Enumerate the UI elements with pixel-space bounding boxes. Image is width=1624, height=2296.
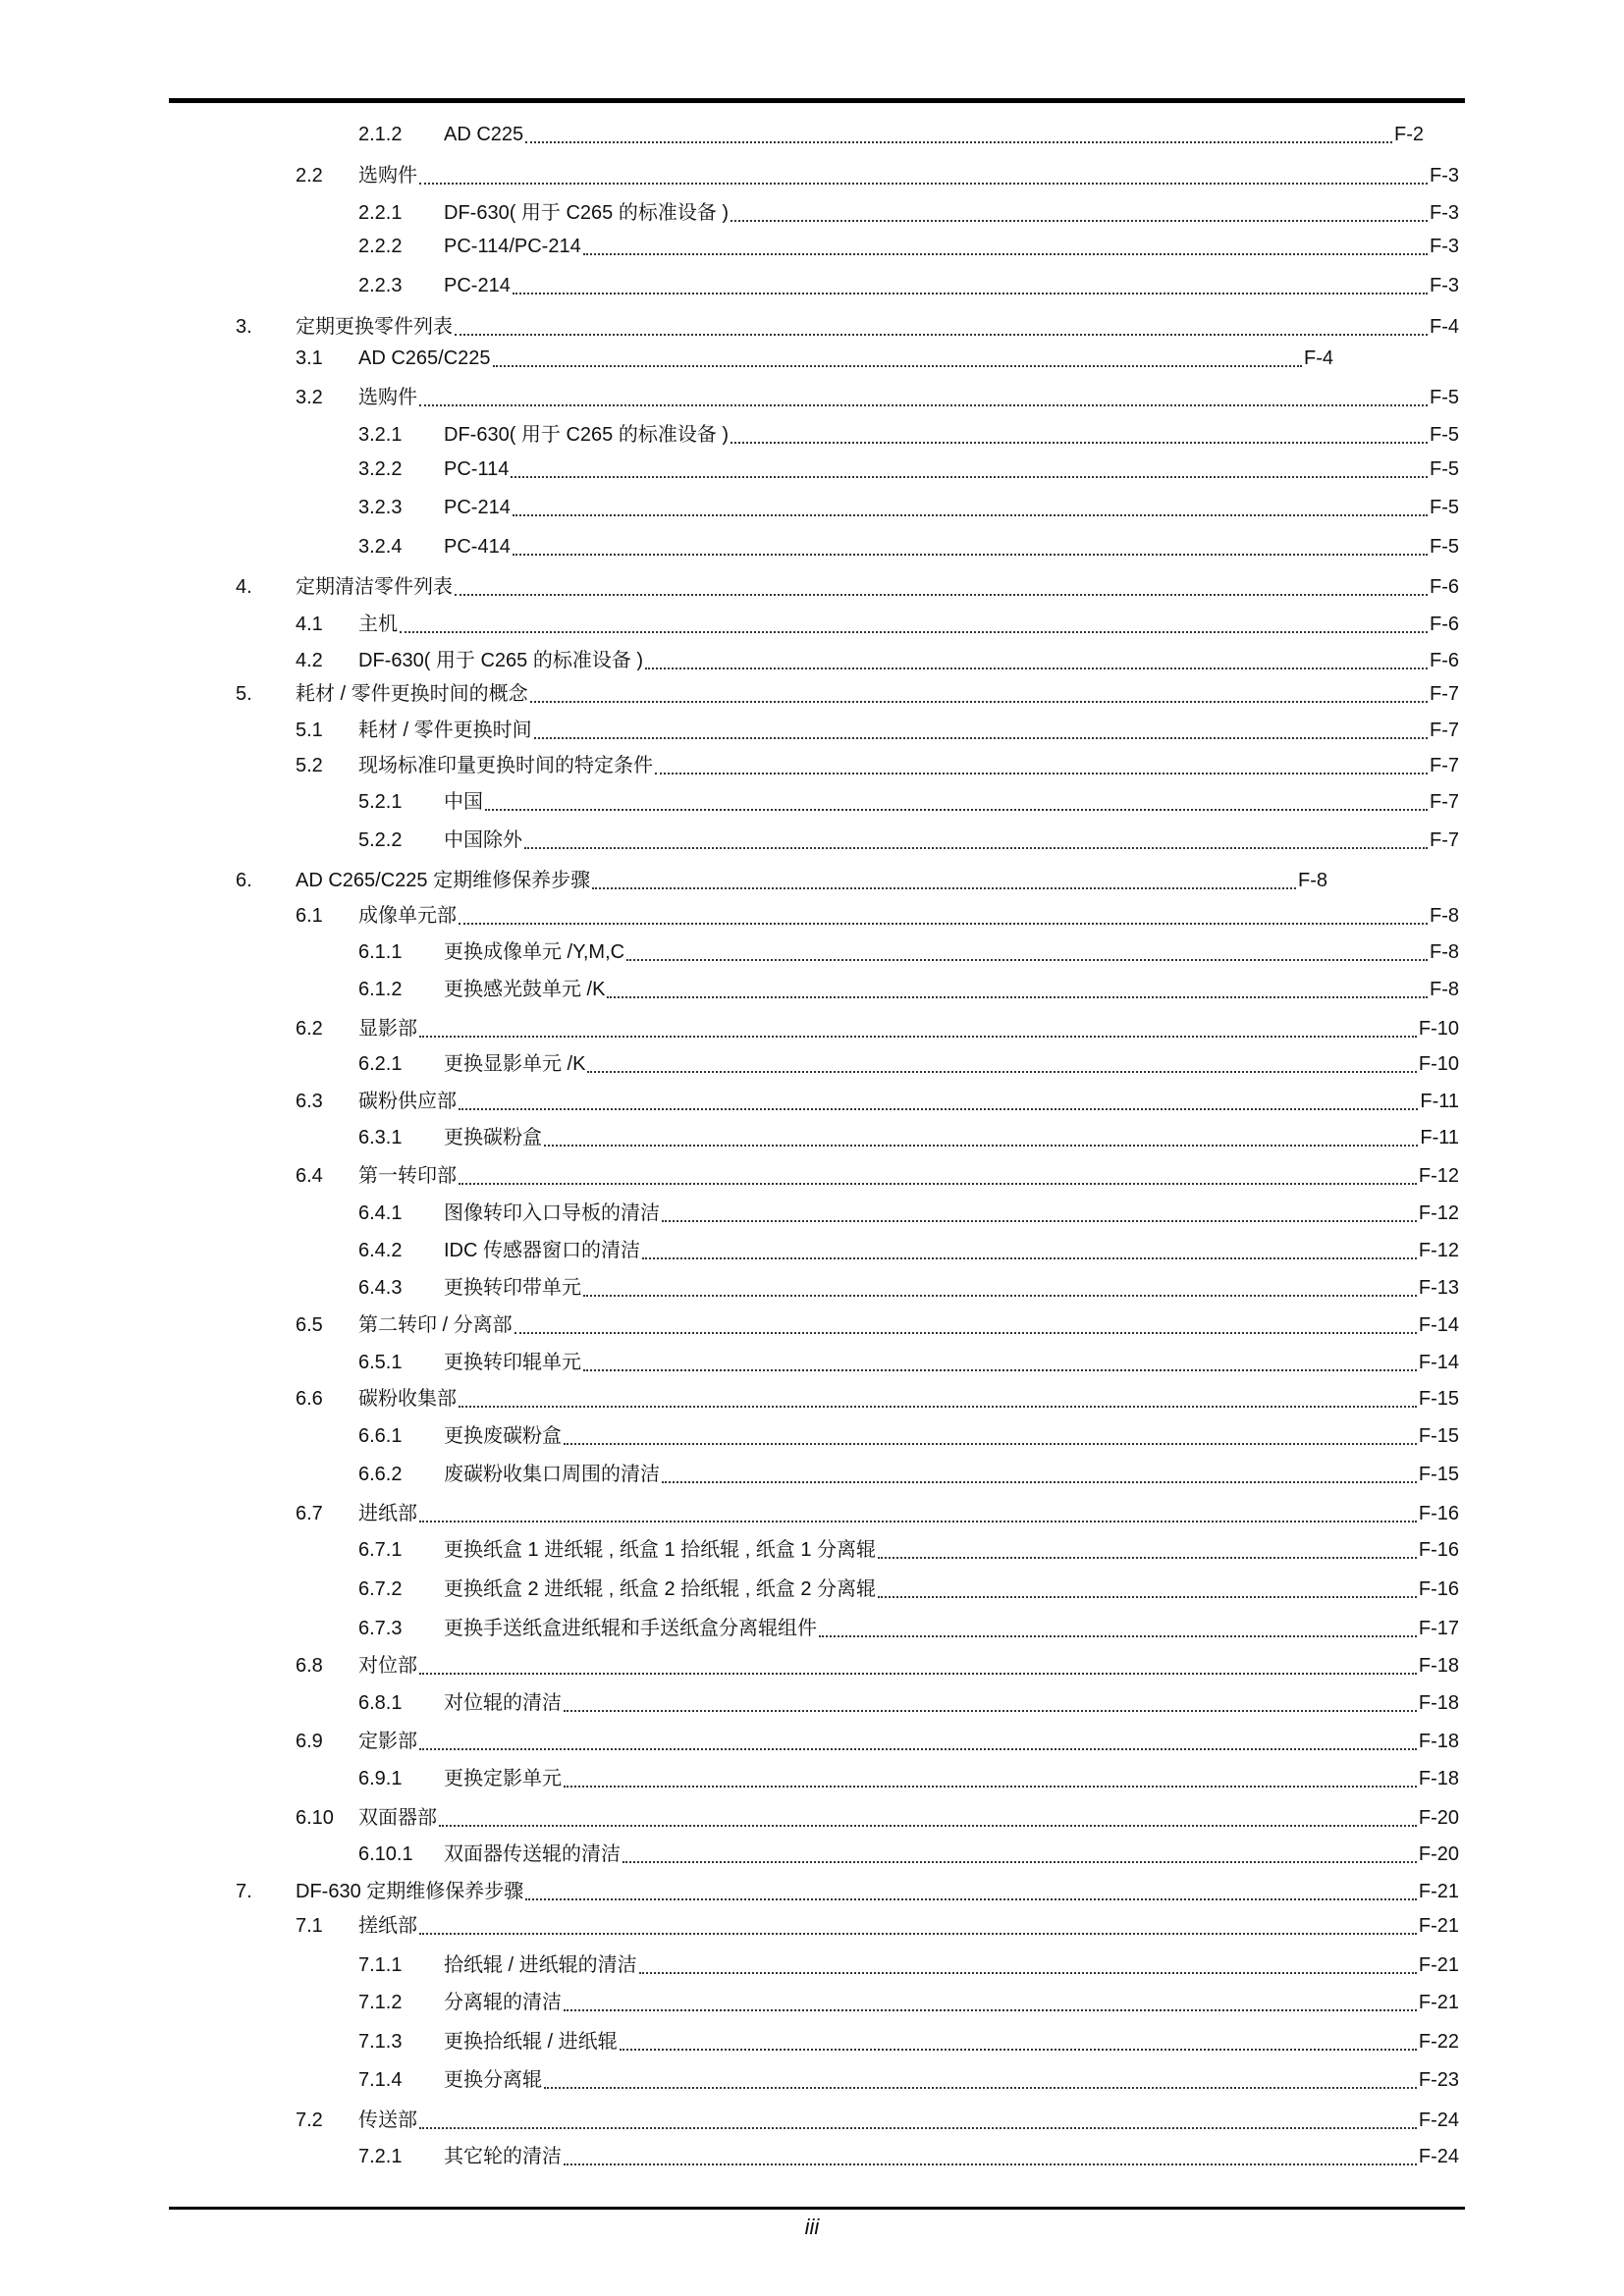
toc-entry-title: 定期清洁零件列表 (296, 576, 453, 598)
dot-leader (513, 293, 1428, 294)
toc-entry[interactable] (444, 1989, 1459, 2016)
toc-entry-title: 双面器传送辊的清洁 (444, 1843, 621, 1865)
toc-entry-number: 6.6.1 (358, 1425, 403, 1447)
toc-entry[interactable] (358, 1311, 1459, 1339)
toc-entry-page: F-23 (1418, 2069, 1459, 2091)
toc-entry[interactable] (444, 827, 1459, 854)
toc-entry-title: DF-630( 用于 C265 的标准设备 ) (444, 202, 730, 224)
toc-entry-title: PC-114 (444, 458, 510, 480)
toc-entry-title: 更换纸盒 1 进纸辊 , 纸盒 1 拾纸辊 , 纸盒 1 分离辊 (444, 1539, 877, 1561)
toc-entry[interactable] (444, 121, 1424, 148)
dot-leader (655, 773, 1428, 774)
toc-entry[interactable] (444, 1349, 1459, 1376)
toc-entry-number: 3. (236, 316, 252, 338)
toc-entry-page: F-4 (1430, 316, 1459, 338)
toc-entry-page: F-16 (1418, 1578, 1459, 1600)
dot-leader (564, 1786, 1417, 1788)
toc-entry-page: F-7 (1430, 829, 1459, 851)
toc-entry-title: IDC 传感器窗口的清洁 (444, 1240, 640, 1261)
toc-entry[interactable] (444, 272, 1459, 299)
toc-entry-number: 3.2.4 (358, 536, 403, 558)
toc-entry-number: 6.9.1 (358, 1768, 403, 1789)
toc-entry-title: 更换碳粉盒 (444, 1127, 542, 1148)
toc-entry-page: F-15 (1418, 1464, 1459, 1485)
toc-entry-title: 图像转印入口导板的清洁 (444, 1202, 660, 1224)
toc-entry-title: 碳粉供应部 (358, 1091, 457, 1112)
toc-entry-title: 对位辊的清洁 (444, 1692, 562, 1714)
toc-entry-title: PC-214 (444, 275, 511, 296)
toc-entry[interactable] (444, 2143, 1459, 2170)
dot-leader (564, 2009, 1417, 2011)
toc-entry-page: F-4 (1304, 347, 1333, 369)
dot-leader (878, 1596, 1417, 1598)
toc-entry-page: F-21 (1418, 1881, 1459, 1902)
dot-leader (544, 2087, 1417, 2089)
toc-entry-title: 双面器部 (358, 1807, 437, 1829)
toc-entry[interactable] (444, 1274, 1459, 1302)
toc-entry-number: 5.2.2 (358, 829, 403, 851)
toc-entry[interactable] (444, 938, 1459, 966)
dot-leader (731, 220, 1428, 222)
toc-entry-page: F-3 (1430, 165, 1459, 187)
toc-entry[interactable] (444, 199, 1459, 227)
toc-entry-title: 更换成像单元 /Y,M,C (444, 941, 625, 963)
toc-entry[interactable] (444, 1200, 1459, 1227)
toc-entry-title: 中国除外 (444, 829, 522, 851)
dot-leader (607, 996, 1428, 998)
dot-leader (439, 1825, 1417, 1827)
toc-entry-title: 对位部 (358, 1655, 417, 1677)
dot-leader (592, 887, 1296, 889)
toc-entry[interactable] (296, 1878, 1459, 1905)
toc-entry-number: 6.8 (296, 1655, 323, 1677)
toc-entry-page: F-7 (1430, 791, 1459, 813)
dot-leader (419, 1933, 1417, 1935)
dot-leader (525, 141, 1392, 143)
toc-entry-number: 6.7.1 (358, 1539, 403, 1561)
toc-entry-page: F-6 (1430, 576, 1459, 598)
toc-entry[interactable] (444, 1575, 1459, 1603)
toc-entry-title: PC-114/PC-214 (444, 236, 581, 257)
toc-entry[interactable] (444, 1841, 1459, 1868)
toc-entry-page: F-12 (1418, 1202, 1459, 1224)
toc-entry-title: 碳粉收集部 (358, 1388, 457, 1410)
toc-entry-number: 6.7 (296, 1503, 323, 1524)
dot-leader (419, 183, 1428, 185)
toc-entry[interactable] (444, 976, 1459, 1003)
dot-leader (459, 923, 1428, 925)
toc-entry-page: F-2 (1394, 124, 1424, 145)
toc-entry-title: 更换转印辊单元 (444, 1352, 581, 1373)
toc-entry-number: 7.1.1 (358, 1954, 403, 1976)
toc-entry-number: 7.2.1 (358, 2146, 403, 2167)
dot-leader (419, 1521, 1417, 1522)
toc-entry-page: F-5 (1430, 424, 1459, 446)
toc-entry-page: F-8 (1430, 941, 1459, 963)
toc-entry-title: 更换纸盒 2 进纸辊 , 纸盒 2 拾纸辊 , 纸盒 2 分离辊 (444, 1578, 877, 1600)
toc-entry-number: 7.2 (296, 2109, 323, 2131)
toc-entry-title: PC-414 (444, 536, 511, 558)
toc-entry-title: 更换废碳粉盒 (444, 1425, 562, 1447)
toc-entry-number: 4. (236, 576, 252, 598)
toc-entry-page: F-10 (1418, 1053, 1459, 1075)
dot-leader (419, 2127, 1417, 2129)
toc-entry[interactable] (444, 455, 1459, 483)
toc-entry[interactable] (358, 752, 1459, 779)
dot-leader (493, 365, 1302, 367)
toc-entry-title: 定影部 (358, 1731, 417, 1752)
dot-leader (419, 1036, 1417, 1038)
toc-entry-number: 6.4 (296, 1165, 323, 1187)
toc-entry-page: F-21 (1418, 1954, 1459, 1976)
toc-entry-title: AD C225 (444, 124, 524, 145)
toc-entry-page: F-16 (1418, 1503, 1459, 1524)
toc-entry-number: 6.4.2 (358, 1240, 403, 1261)
toc-entry-number: 7.1.2 (358, 1992, 403, 2013)
toc-entry-number: 6.7.3 (358, 1618, 403, 1639)
toc-entry-title: DF-630( 用于 C265 的标准设备 ) (444, 424, 730, 446)
dot-leader (525, 1898, 1417, 1900)
toc-entry-page: F-10 (1418, 1018, 1459, 1040)
toc-entry-number: 6.5 (296, 1314, 323, 1336)
toc-entry-number: 6. (236, 870, 252, 891)
toc-entry-number: 5.1 (296, 720, 323, 741)
toc-entry[interactable] (444, 788, 1459, 816)
toc-entry-number: 3.2.1 (358, 424, 403, 446)
toc-entry[interactable] (296, 573, 1459, 601)
toc-entry-page: F-3 (1430, 202, 1459, 224)
dot-leader (534, 737, 1428, 739)
toc-entry-page: F-3 (1430, 236, 1459, 257)
toc-entry-title: 耗材 / 零件更换时间 (358, 720, 532, 741)
toc-entry[interactable] (444, 1422, 1459, 1450)
toc-entry[interactable] (358, 1728, 1459, 1755)
toc-entry-number: 2.1.2 (358, 124, 403, 145)
toc-entry-number: 6.3.1 (358, 1127, 403, 1148)
toc-entry[interactable] (358, 902, 1459, 930)
toc-entry-title: 废碳粉收集口周围的清洁 (444, 1464, 660, 1485)
toc-entry-number: 2.2.3 (358, 275, 403, 296)
dot-leader (459, 1108, 1418, 1110)
toc-entry[interactable] (358, 1385, 1459, 1413)
toc-entry[interactable] (444, 494, 1459, 521)
toc-entry[interactable] (444, 1124, 1459, 1151)
toc-entry[interactable] (358, 345, 1333, 372)
dot-leader (564, 1710, 1417, 1712)
toc-entry[interactable] (444, 1536, 1459, 1564)
toc-entry[interactable] (444, 1237, 1459, 1264)
toc-entry-title: 其它轮的清洁 (444, 2146, 562, 2167)
toc-entry-number: 5.2.1 (358, 791, 403, 813)
toc-entry-number: 7.1.3 (358, 2031, 403, 2053)
dot-leader (419, 1748, 1417, 1750)
dot-leader (400, 631, 1428, 633)
toc-entry-number: 6.1.2 (358, 979, 403, 1000)
dot-leader (544, 1145, 1418, 1147)
toc-entry[interactable] (444, 2028, 1459, 2056)
toc-entry-number: 6.4.3 (358, 1277, 403, 1299)
toc-entry-title: 第二转印 / 分离部 (358, 1314, 513, 1336)
toc-entry[interactable] (358, 611, 1459, 638)
toc-entry-page: F-18 (1418, 1692, 1459, 1714)
toc-entry-page: F-7 (1430, 755, 1459, 776)
dot-leader (564, 2163, 1417, 2165)
toc-entry[interactable] (444, 2066, 1459, 2094)
toc-entry[interactable] (444, 1050, 1459, 1078)
dot-leader (459, 1183, 1417, 1185)
toc-entry-number: 6.8.1 (358, 1692, 403, 1714)
toc-entry[interactable] (358, 1015, 1459, 1042)
toc-entry[interactable] (358, 1500, 1459, 1527)
toc-entry-page: F-6 (1430, 650, 1459, 671)
toc-entry-number: 7.1.4 (358, 2069, 403, 2091)
toc-entry[interactable] (444, 1461, 1459, 1488)
toc-entry-number: 6.2.1 (358, 1053, 403, 1075)
toc-entry-number: 3.2.3 (358, 497, 403, 518)
toc-entry-page: F-18 (1418, 1731, 1459, 1752)
toc-entry-page: F-6 (1430, 614, 1459, 635)
toc-entry-title: AD C265/C225 (358, 347, 491, 369)
dot-leader (583, 1295, 1417, 1297)
toc-entry-number: 2.2.1 (358, 202, 403, 224)
toc-entry-page: F-11 (1420, 1091, 1459, 1112)
toc-entry-title: 更换感光鼓单元 /K (444, 979, 606, 1000)
toc-entry[interactable] (444, 1951, 1459, 1979)
toc-entry-page: F-5 (1430, 458, 1459, 480)
toc-entry-title: 更换拾纸辊 / 进纸辊 (444, 2031, 618, 2053)
toc-entry-page: F-21 (1418, 1915, 1459, 1937)
toc-entry-page: F-15 (1418, 1425, 1459, 1447)
dot-leader (564, 1443, 1417, 1445)
toc-entry-number: 6.9 (296, 1731, 323, 1752)
toc-entry-number: 3.1 (296, 347, 323, 369)
dot-leader (587, 1071, 1416, 1073)
dot-leader (514, 1332, 1417, 1334)
toc-entry-number: 4.1 (296, 614, 323, 635)
footer-rule (169, 2207, 1465, 2210)
toc-entry[interactable] (296, 867, 1327, 894)
toc-entry-page: F-8 (1430, 979, 1459, 1000)
toc-entry-page: F-13 (1418, 1277, 1459, 1299)
toc-entry-page: F-24 (1418, 2146, 1459, 2167)
dot-leader (513, 554, 1428, 556)
toc-entry-title: AD C265/C225 定期维修保养步骤 (296, 870, 591, 891)
toc-entry-title: 更换显影单元 /K (444, 1053, 586, 1075)
dot-leader (626, 959, 1428, 961)
toc-entry[interactable] (444, 533, 1459, 561)
toc-entry[interactable] (444, 1689, 1459, 1717)
dot-leader (524, 847, 1428, 849)
dot-leader (662, 1481, 1417, 1483)
toc-entry-page: F-5 (1430, 497, 1459, 518)
toc-entry-title: 传送部 (358, 2109, 417, 2131)
toc-entry-title: 搓纸部 (358, 1915, 417, 1937)
toc-entry-page: F-21 (1418, 1992, 1459, 2013)
toc-entry-page: F-22 (1418, 2031, 1459, 2053)
toc-entry-page: F-14 (1418, 1352, 1459, 1373)
toc-entry-title: 耗材 / 零件更换时间的概念 (296, 683, 528, 705)
toc-entry-number: 6.7.2 (358, 1578, 403, 1600)
toc-entry-title: 成像单元部 (358, 905, 457, 927)
toc-entry[interactable] (358, 2107, 1459, 2134)
toc-entry-title: PC-214 (444, 497, 511, 518)
toc-entry[interactable] (444, 1615, 1459, 1642)
dot-leader (645, 667, 1428, 669)
dot-leader (620, 2049, 1417, 2051)
toc-entry-page: F-5 (1430, 536, 1459, 558)
toc-entry-number: 6.6.2 (358, 1464, 403, 1485)
toc-entry-number: 7. (236, 1881, 252, 1902)
toc-entry-title: 现场标准印量更换时间的特定条件 (358, 755, 653, 776)
toc-entry-page: F-3 (1430, 275, 1459, 296)
dot-leader (662, 1220, 1417, 1222)
toc-entry-title: 进纸部 (358, 1503, 417, 1524)
dot-leader (642, 1257, 1417, 1259)
dot-leader (455, 334, 1428, 336)
toc-entry-number: 6.10 (296, 1807, 334, 1829)
toc-entry-page: F-18 (1418, 1768, 1459, 1789)
toc-entry[interactable] (358, 1652, 1459, 1680)
dot-leader (639, 1972, 1417, 1974)
toc-entry-title: 更换转印带单元 (444, 1277, 581, 1299)
toc-entry-number: 6.3 (296, 1091, 323, 1112)
toc-entry-number: 2.2.2 (358, 236, 403, 257)
toc-entry-page: F-11 (1420, 1127, 1459, 1148)
toc-entry-page: F-24 (1418, 2109, 1459, 2131)
toc-entry-title: DF-630( 用于 C265 的标准设备 ) (358, 650, 644, 671)
toc-entry-page: F-16 (1418, 1539, 1459, 1561)
toc-entry-page: F-7 (1430, 683, 1459, 705)
dot-leader (459, 1406, 1417, 1408)
toc-entry-title: DF-630 定期维修保养步骤 (296, 1881, 524, 1902)
toc-entry-title: 主机 (358, 614, 398, 635)
toc-entry[interactable] (358, 717, 1459, 744)
toc-entry-page: F-5 (1430, 387, 1459, 408)
toc-entry-page: F-20 (1418, 1807, 1459, 1829)
toc-entry-title: 更换手送纸盒进纸辊和手送纸盒分离辊组件 (444, 1618, 817, 1639)
toc-entry-number: 5. (236, 683, 252, 705)
toc-entry-number: 6.1 (296, 905, 323, 927)
dot-leader (878, 1557, 1417, 1559)
dot-leader (485, 809, 1428, 811)
dot-leader (419, 404, 1428, 406)
dot-leader (419, 1673, 1417, 1675)
dot-leader (623, 1861, 1417, 1863)
page-number: iii (804, 2215, 820, 2239)
toc-entry[interactable] (444, 1765, 1459, 1792)
toc-entry[interactable] (358, 1912, 1459, 1940)
toc-entry[interactable] (444, 421, 1459, 449)
toc-entry-page: F-12 (1418, 1165, 1459, 1187)
toc-entry-title: 分离辊的清洁 (444, 1992, 562, 2013)
toc-entry-number: 3.2.2 (358, 458, 403, 480)
toc-entry-title: 第一转印部 (358, 1165, 457, 1187)
dot-leader (513, 514, 1428, 516)
dot-leader (731, 442, 1428, 444)
toc-entry-number: 6.5.1 (358, 1352, 403, 1373)
toc-entry-number: 6.4.1 (358, 1202, 403, 1224)
dot-leader (530, 701, 1428, 703)
toc-entry-number: 6.2 (296, 1018, 323, 1040)
dot-leader (583, 253, 1428, 255)
toc-entry-title: 显影部 (358, 1018, 417, 1040)
toc-entry-page: F-17 (1418, 1618, 1459, 1639)
dot-leader (583, 1369, 1417, 1371)
toc-entry-page: F-20 (1418, 1843, 1459, 1865)
toc-entry-number: 6.1.1 (358, 941, 403, 963)
toc-entry-page: F-8 (1430, 905, 1459, 927)
toc-entry[interactable] (358, 647, 1459, 674)
toc-entry-title: 更换分离辊 (444, 2069, 542, 2091)
toc-entry[interactable] (358, 384, 1459, 411)
dot-leader (511, 476, 1428, 478)
toc-entry-number: 6.6 (296, 1388, 323, 1410)
toc-entry-title: 更换定影单元 (444, 1768, 562, 1789)
toc-entry-page: F-14 (1418, 1314, 1459, 1336)
toc-entry[interactable] (296, 313, 1459, 341)
toc-entry-title: 选购件 (358, 165, 417, 187)
dot-leader (819, 1635, 1417, 1637)
toc-entry[interactable] (358, 1162, 1459, 1190)
toc-entry-number: 7.1 (296, 1915, 323, 1937)
toc-entry-number: 6.10.1 (358, 1843, 413, 1865)
toc-entry[interactable] (358, 1804, 1459, 1832)
toc-entry-title: 定期更换零件列表 (296, 316, 453, 338)
toc-entry-title: 中国 (444, 791, 483, 813)
toc-entry-title: 选购件 (358, 387, 417, 408)
toc-entry-page: F-18 (1418, 1655, 1459, 1677)
dot-leader (455, 594, 1428, 596)
toc-entry-number: 5.2 (296, 755, 323, 776)
toc-entry-page: F-8 (1298, 870, 1327, 891)
toc-entry-page: F-7 (1430, 720, 1459, 741)
toc-entry-page: F-12 (1418, 1240, 1459, 1261)
toc-entry-title: 拾纸辊 / 进纸辊的清洁 (444, 1954, 637, 1976)
toc-entry[interactable] (296, 680, 1459, 708)
toc-entry-number: 4.2 (296, 650, 323, 671)
toc-entry[interactable] (358, 1088, 1459, 1115)
toc-entry-number: 3.2 (296, 387, 323, 408)
toc-entry[interactable] (358, 162, 1459, 189)
toc-entry-page: F-15 (1418, 1388, 1459, 1410)
toc-entry-number: 2.2 (296, 165, 323, 187)
toc-entry[interactable] (444, 233, 1459, 260)
